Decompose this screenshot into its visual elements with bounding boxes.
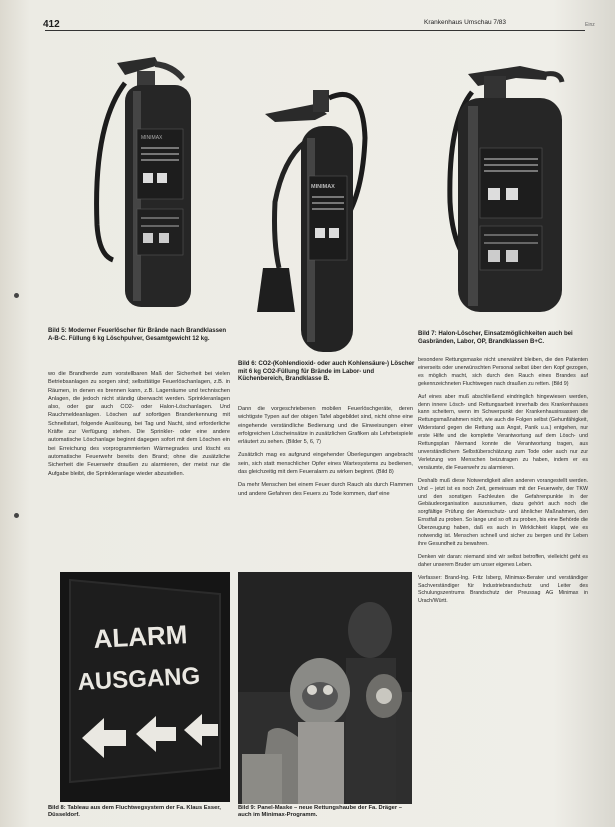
paragraph: Dann die vorgeschriebenen mobilen Feuerlöschgeräte, deren wichtigste Typen auf der obigen Tafel abgebildet sind, nicht ohne eine eingehende verständliche Bedienung und die Einweisungen einer erfolgreichen Löscheinsätze in zusätzlichen Grafiken als Lehrbeispiele erläutert zu sehen. (Bilder 5, 6, 7) xyxy=(238,406,413,446)
paragraph: Verfasser: Brand-Ing. Fritz Isberg, Minimax-Berater und verständiger Sachverständiger für Industriebrandschutz und Leiter des Schulungszentrums Brandschutz der Preussag AG Minimax in Urach/Württ. xyxy=(418,574,588,605)
fig7-halon-extinguisher xyxy=(428,62,576,324)
fig9-rescue-hood-photo xyxy=(238,572,412,804)
fig8-sign-line1: ALARM xyxy=(92,619,189,654)
paragraph: Da mehr Menschen bei einem Feuer durch Rauch als durch Flammen und andere Gefahren des Feuers zu Tode kommen, darf eine xyxy=(238,482,413,497)
fig8-sign-line2: AUSGANG xyxy=(76,662,201,696)
fig9-hood-graphic xyxy=(238,572,412,804)
header-rule xyxy=(45,30,585,31)
page-number: 412 xyxy=(43,19,60,30)
paragraph: wo die Brandherde zum vorstellbaren Maß der Sicherheit bei vielen Betriebsanlagen zu sorgen sind; selbsttätige Feuerlöschanlagen, z.B. in Räumen, in denen es brennen kann, z.B. Lagerräume und technischen Anlagen, die jedoch nicht ständig überwacht werden. Sprinkleranlagen also, oder gar auch CO2- oder Halon-Löschanlagen. Und Rauchmeldeanlagen. Löschen auf sofortigen Branderkennung mit Schnellstart, folgende Auslösung, bei Tag und Nacht, sind erforderliche Kräfte zur Verfügung stehen. Die Sprinkler- oder eine andere automatische Löschanlage beginnt dagegen sofort mit dem Löschen ein bei Erreichung des vorprogrammierten Wärmegrades und löscht es automatische Feuerwehr bereits den Brand; ohne die zusätzliche Sicherheit die Feuerwehr draußen zu alarmieren, der meist nur die Aufgabe bleibt, die Sprinkleranlage wieder abzustellen. xyxy=(48,371,230,477)
paragraph: besondere Rettungsmaske nicht unerwähnt bleiben, die den Patienten einerseits oder unerwünschten Personal selbst über den Kopf gezogen, es möglich macht, sich durch den Rauch eines Brandes auf gekennzeichneten Fluchtwegen nach draußen zu retten. (Bild 9) xyxy=(418,357,588,387)
fig8-sign-graphic xyxy=(60,572,230,802)
fig5-brand-label: MINIMAX xyxy=(141,135,163,141)
fig5-caption: Bild 5: Moderner Feuerlöscher für Brände nach Brandklassen A-B-C. Füllung 6 kg Löschpulver, Gesamtgewicht 12 kg. xyxy=(48,327,227,342)
fig5-powder-extinguisher xyxy=(85,55,205,317)
body-column-right xyxy=(418,357,588,611)
fig8-caption: Bild 8: Tableau aus dem Fluchtwegsystem der Fa. Klaus Esser, Düsseldorf. xyxy=(48,805,221,818)
adjacent-page-edge: Einz xyxy=(585,22,595,28)
fig6-caption: Bild 6: CO2-(Kohlendioxid- oder auch Kohlensäure-) Löscher mit 6 kg CO2-Füllung für Brände im Labor- und Küchenbereich, Brandklasse B. xyxy=(238,360,415,383)
paragraph: Zusätzlich mag es aufgrund eingehender Überlegungen angebracht sein, sich statt menschlicher Opfer eines Wartesystems zu bedienen, das gleichzeitig mit dem Feueralarm zu wirken beginnt. (Bild 8) xyxy=(238,452,413,476)
fig6-co2-extinguisher xyxy=(245,42,377,360)
punch-hole-bottom xyxy=(14,513,19,518)
paragraph: Auf eines aber muß abschließend eindringlich hingewiesen werden, denn innere Lösch- und Rettungsarbeit innerhalb des Krankenhauses kann scheitern, wenn im Schwerpunkt der Krankenhausinsassen die Rettungsmaßnahmen nicht, wie auch die Folgen selbst (Gehunfähigkeit, Widerstand gegen die Rettung aus Angst, Panik u.a.) entgehen, nur erste Hilfe und die komplette Verantwortung auf dem Lösch- und Rettungsplan Niemand konnte die Verantwortung tragen, aus unverständlichem Selbstüberschätzung zum Tode oder auch nur zur Verletzung von Menschen beizutragen zu haben, indem er es versäumte, die Feuerwehr zu alarmieren. xyxy=(418,393,588,471)
fig8-alarm-exit-photo xyxy=(60,572,230,802)
fig9-caption: Bild 9: Panel-Maske – neue Rettungshaube der Fa. Dräger – auch im Minimax-Programm. xyxy=(238,805,402,818)
paragraph: Denken wir daran: niemand sind wir selbst betroffen, vielleicht geht es daher unserem Bruder um unser eigenes Leben. xyxy=(418,553,588,568)
fig6-brand-label: MINIMAX xyxy=(311,184,335,190)
fig7-caption: Bild 7: Halon-Löscher, Einsatzmöglichkeiten auch bei Gasbränden, Labor, OP, Brandklassen B+C. xyxy=(418,330,573,345)
body-column-middle xyxy=(238,405,413,503)
punch-hole-top xyxy=(14,293,19,298)
paragraph: Deshalb muß diese Notwendigkeit allen anderen vorangestellt werden. Und – jetzt ist es noch Zeit, gemeinsam mit der Feuerwehr, der TKW und den sonstigen Fachleuten die Gefahrenpunkte in der Gebäudeorganisation auszuräumen, dazu gehört auch noch die sorgfältige Prüfung der Atemschutz- und ähnlicher Maßnahmen, den Ernstfall zu proben. So lange und so oft zu proben, bis eine Behörde die Überzeugung haben, daß es auch in Wirklichkeit klappt, wie es notwendig ist. Menschen schnell und sicher zu bergen und ihr Leben ihre Gesundheit zu bewahren. xyxy=(418,477,588,547)
journal-header: Krankenhaus Umschau 7/83 xyxy=(424,19,507,26)
body-column-left xyxy=(48,370,230,483)
